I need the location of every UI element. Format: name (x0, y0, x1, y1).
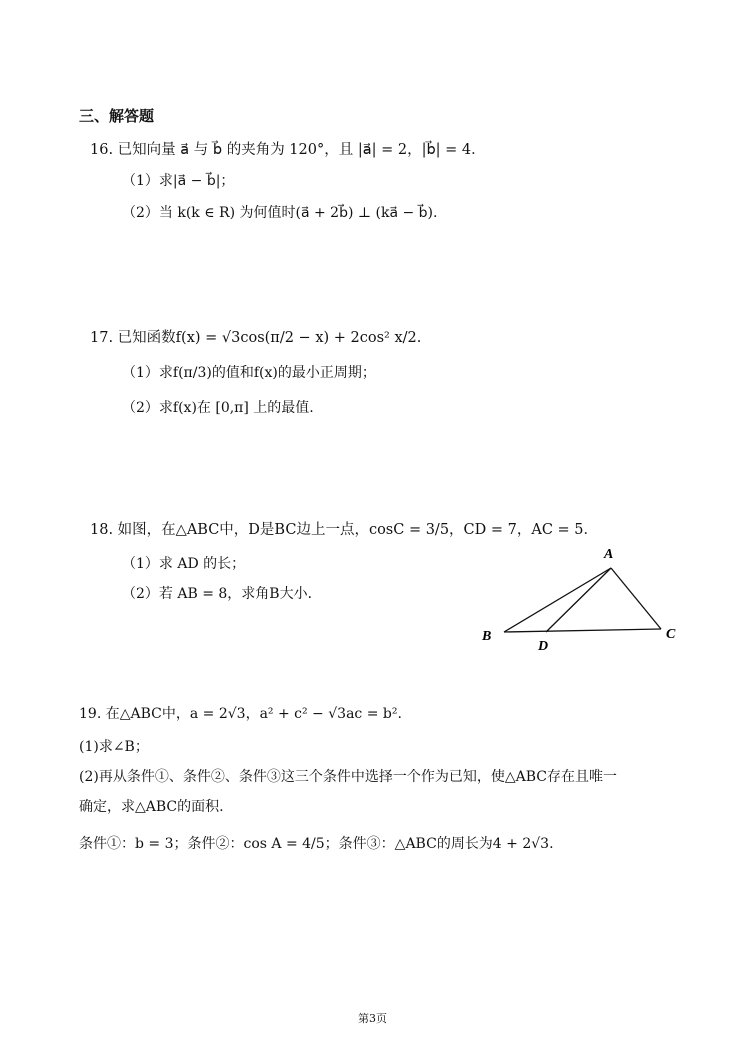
label-c: C (666, 627, 676, 642)
question-18-part-2: （2）若 AB = 8，求角B大小． (122, 586, 322, 602)
question-16: 16. 已知向量 a⃗ 与 b⃗ 的夹角为 120°，且 |a⃗| = 2，|b⃗| = 4． (90, 142, 486, 158)
question-19: 19. 在△ABC中，a = 2√3，a² + c² − √3ac = b². (79, 706, 402, 722)
segment-ad (546, 568, 611, 632)
label-d: D (538, 639, 549, 654)
question-19-part-1: (1)求∠B； (79, 739, 149, 755)
question-16-part-2: （2）当 k(k ∈ R) 为何值时(a⃗ + 2b⃗) ⊥ (ka⃗ − b⃗). (122, 205, 438, 221)
question-17-part-2: （2）求f(x)在 [0,π] 上的最值. (122, 400, 314, 416)
segment-ab (504, 568, 611, 632)
section-title: 三、解答题 (79, 107, 155, 125)
segment-bc (504, 629, 661, 632)
question-19-conditions: 条件①：b = 3；条件②：cos A = 4/5；条件③：△ABC的周长为4 + 2√3. (79, 836, 554, 852)
label-a: A (604, 547, 614, 562)
question-17: 17. 已知函数f(x) = √3cos(π/2 − x) + 2cos² x/2. (90, 330, 422, 346)
page-number: 第3页 (358, 1012, 387, 1025)
question-19-part-2-cont: 确定，求△ABC的面积. (79, 799, 224, 815)
segment-ac (611, 568, 661, 629)
triangle-figure (470, 538, 690, 662)
question-18: 18. 如图，在△ABC中，D是BC边上一点，cosC = 3/5，CD = 7，AC = 5． (90, 522, 599, 538)
question-18-part-1: （1）求 AD 的长； (122, 556, 246, 572)
label-b: B (482, 629, 492, 644)
question-16-part-1: （1）求|a⃗ − b⃗|； (122, 173, 235, 189)
question-19-part-2: (2)再从条件①、条件②、条件③这三个条件中选择一个作为已知，使△ABC存在且唯一 (79, 769, 617, 785)
question-17-part-1: （1）求f(π/3)的值和f(x)的最小正周期； (122, 365, 376, 381)
